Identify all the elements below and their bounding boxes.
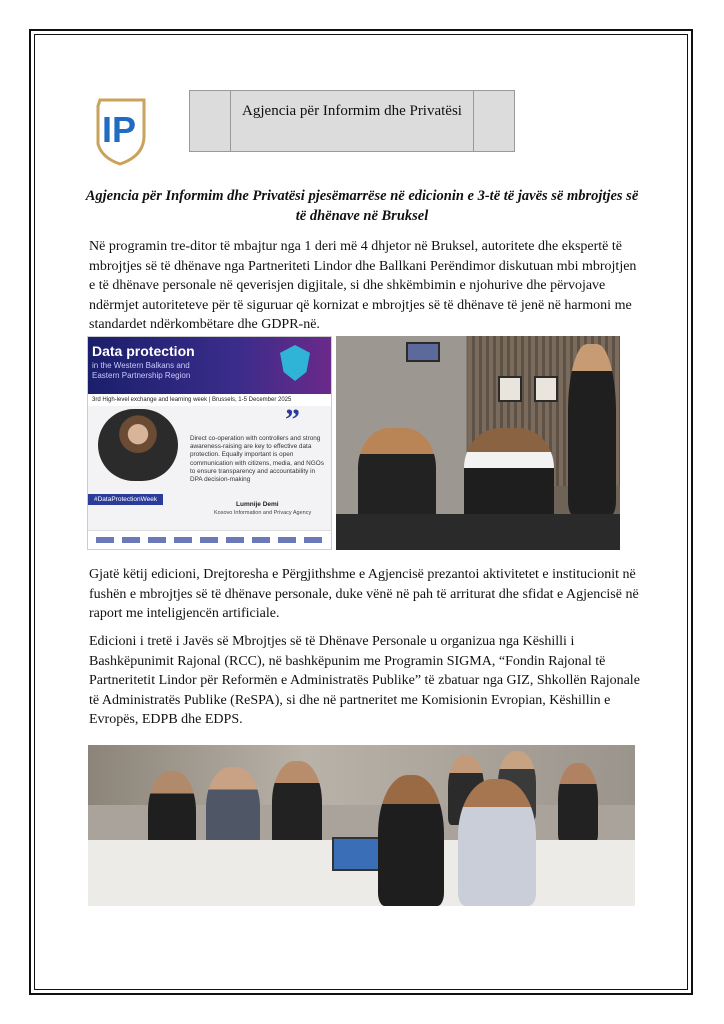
agency-name: Agjencia për Informim dhe Privatësi — [242, 103, 462, 119]
partner-logo — [200, 537, 218, 543]
photo-meeting-room — [88, 745, 635, 906]
partner-logo — [174, 537, 192, 543]
agency-logo — [92, 96, 150, 168]
partner-logo — [252, 537, 270, 543]
participant — [558, 763, 598, 843]
poster-title: Data protection — [92, 343, 195, 359]
speaker-name: Lumnije Demi — [236, 501, 279, 508]
seated-speaker — [464, 428, 554, 528]
photo-speakers-panel — [336, 336, 620, 550]
paragraph-presentation: Gjatë këtij edicioni, Drejtoresha e Përgjithshme e Agjencisë prezantoi aktivitetet e institucionit në fushën e mbrojtjes së të dhënave personale, duke vënë në pah të arriturat dhe sfidat e Agjencisë në raport me inteligjencën artificiale. — [89, 567, 639, 622]
poster-hashtag: #DataProtectionWeek — [88, 494, 163, 505]
poster-subtitle — [92, 361, 190, 381]
poster-subtitle-line2: Eastern Partnership Region — [92, 371, 191, 380]
partner-logo — [304, 537, 322, 543]
header-cell-right — [473, 91, 514, 151]
header-banner — [189, 90, 515, 152]
partner-logo — [96, 537, 114, 543]
poster-banner — [88, 337, 331, 394]
quote-mark-icon: ” — [285, 403, 300, 436]
poster-image — [87, 336, 332, 550]
wall-screen — [406, 342, 440, 362]
desk — [336, 514, 620, 550]
participant-foreground — [378, 775, 444, 906]
participant-foreground — [458, 779, 536, 906]
partner-logos-strip — [88, 530, 331, 549]
partner-logo — [278, 537, 296, 543]
svg-text:IP: IP — [102, 109, 137, 150]
speaker-portrait — [98, 409, 178, 481]
wall-picture — [498, 376, 522, 402]
poster-event-line: 3rd High-level exchange and learning week | Brussels, 1-5 December 2025 — [88, 394, 331, 406]
paragraph-organizers: Edicioni i tretë i Javës së Mbrojtjes së të Dhënave Personale u organizua nga Këshilli i Bashkëpunimit Rajonal (RCC), në bashkëpunim me Programin SIGMA, “Fondin Rajonal të Partneritetit Lindor për Reformën e Administratës Publike” të zbatuar nga GIZ, Shkollën Rajonale të Administratës Publike (ReSPA), si dhe në partneritet me Komisionin Evropian, Këshillin e Evropës, EDPB dhe EDPS. — [89, 634, 640, 728]
wall-picture — [534, 376, 558, 402]
standing-person — [568, 344, 616, 514]
partner-logo — [122, 537, 140, 543]
paragraph-intro: Në programin tre-ditor të mbajtur nga 1 deri më 4 dhjetor në Bruksel, autoritete dhe ekspertë të mbrojtjes së të dhënave nga Partneriteti Lindor dhe Ballkani Perëndimor diskutuan mbi mbrojtjen e të dhënave personale në qeverisjen digjitale, si dhe shkëmbimin e njohurive dhe përvojave ndërmjet autoriteteve për të siguruar që kornizat e mbrojtjes së të dhënave të jenë në harmoni me standardet ndërkombëtare dhe GDPR-në. — [89, 239, 637, 333]
poster-subtitle-line1: in the Western Balkans and — [92, 361, 190, 370]
shield-icon — [280, 345, 310, 381]
speaker-organization: Kosovo Information and Privacy Agency — [214, 510, 312, 516]
header-cell-left — [190, 91, 231, 151]
partner-logo — [148, 537, 166, 543]
article-headline: Agjencia për Informim dhe Privatësi pjesëmarrëse në edicionin e 3-të të javës së mbrojtjes së të dhënave në Bruksel — [85, 188, 639, 224]
poster-quote: Direct co-operation with controllers and strong awareness-raising are key to effective data protection. Equally important is open communication with citizens, media, and NGOs to ensure transparency and accountability in DPA decision-making — [190, 435, 324, 484]
seated-person — [358, 428, 436, 528]
partner-logo — [226, 537, 244, 543]
